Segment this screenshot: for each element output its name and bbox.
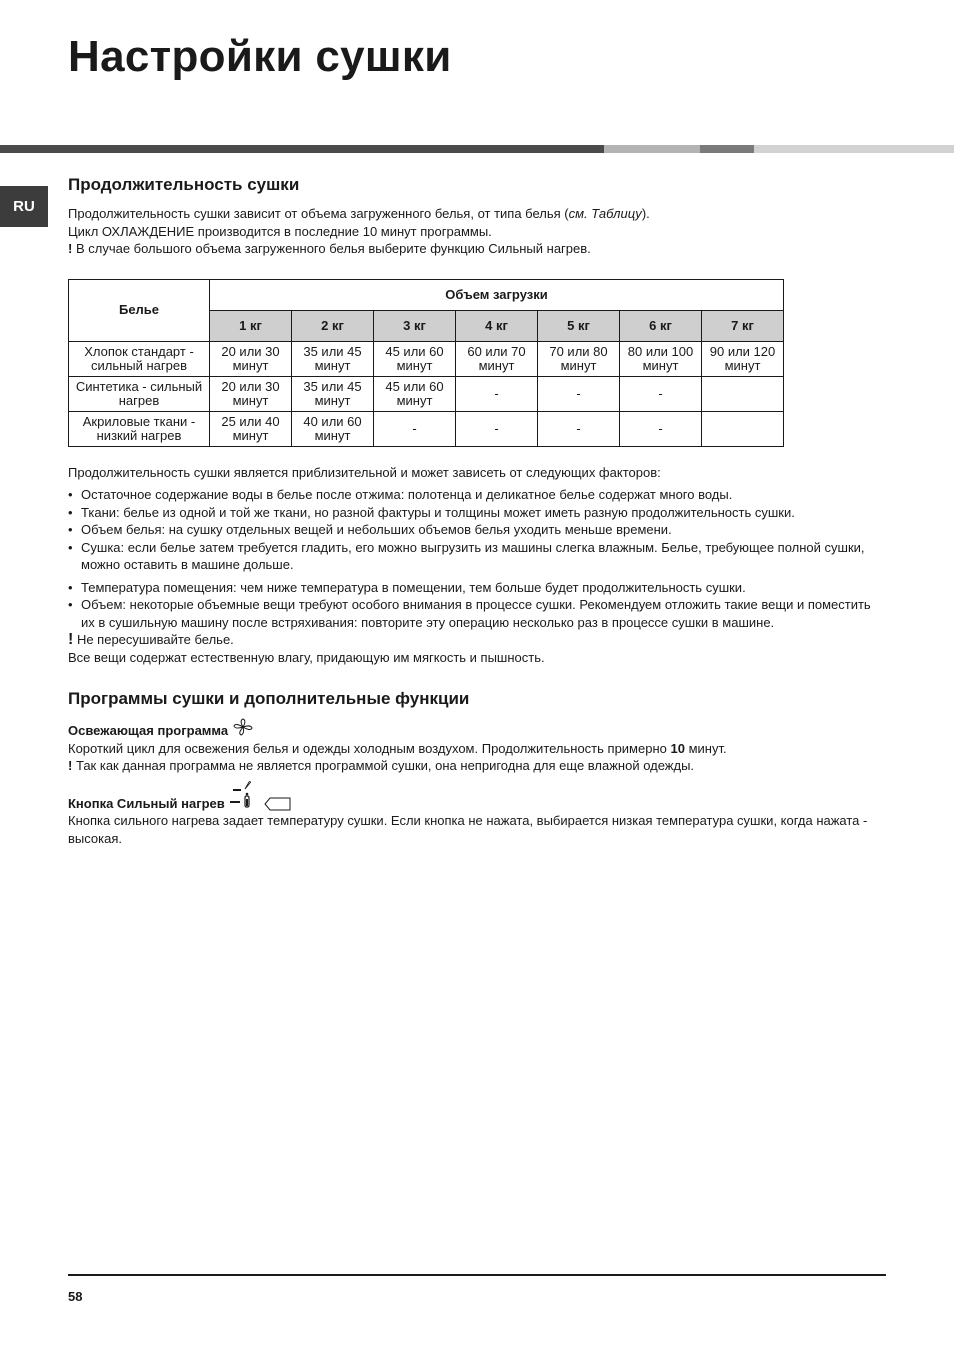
- refresh-program-note: ! Так как данная программа не является программой сушки, она непригодна для еще влажной одежды.: [68, 758, 695, 773]
- section-programs: [68, 689, 888, 847]
- table-cell: 70 или 80 минут: [538, 341, 620, 376]
- section-heading-duration: Продолжительность сушки: [68, 175, 300, 194]
- fan-icon: [232, 718, 254, 736]
- page-number: 58: [68, 1289, 83, 1304]
- col-header-kg: 7 кг: [702, 310, 784, 341]
- table-cell: 35 или 45 минут: [292, 376, 374, 411]
- exclamation-icon: !: [68, 631, 74, 648]
- header-rule: [0, 145, 954, 153]
- row-label: Акриловые ткани - низкий нагрев: [69, 411, 210, 446]
- row-label: Синтетика - сильный нагрев: [69, 376, 210, 411]
- table-cell: 20 или 30 минут: [210, 376, 292, 411]
- content: [68, 175, 888, 847]
- table-cell: 35 или 45 минут: [292, 341, 374, 376]
- col-header-kg: 5 кг: [538, 310, 620, 341]
- table-cell: 45 или 60 минут: [374, 376, 456, 411]
- table-row: [69, 341, 784, 376]
- high-heat-title: Кнопка Сильный нагрев: [68, 795, 888, 813]
- table-cell: [702, 411, 784, 446]
- exclamation-icon: !: [68, 241, 73, 256]
- intro-line-1: Продолжительность сушки зависит от объема загруженного белья, от типа белья (см. Таблицу).: [68, 206, 650, 221]
- col-header-load: Объем загрузки: [210, 279, 784, 310]
- table-cell: -: [456, 376, 538, 411]
- exclamation-icon: !: [68, 758, 73, 773]
- drying-time-table: [68, 279, 784, 447]
- row-label: Хлопок стандарт - сильный нагрев: [69, 341, 210, 376]
- note-overdry: ! Не пересушивайте белье.: [68, 631, 234, 648]
- table-cell: -: [620, 411, 702, 446]
- button-outline-icon: [264, 796, 292, 812]
- list-item: • Объем: некоторые объемные вещи требуют особого внимания в процессе сушки. Рекомендуем отложить такие вещи и поместить их в сушильную машину после встряхивания: повторите эту операцию несколько раз в процессе сушки в машине.: [68, 596, 888, 631]
- table-cell: -: [538, 411, 620, 446]
- table-row: [69, 411, 784, 446]
- list-item: • Сушка: если белье затем требуется гладить, его можно выгрузить из машины слегка влажным. Белье, требующее полной сушки, можно оставить в машине дольше.: [68, 539, 888, 574]
- table-cell: -: [456, 411, 538, 446]
- closing-text: Все вещи содержат естественную влагу, придающую им мягкость и пышность.: [68, 649, 545, 665]
- intro-line-2: Цикл ОХЛАЖДЕНИЕ производится в последние 10 минут программы.: [68, 223, 492, 239]
- col-header-kg: 4 кг: [456, 310, 538, 341]
- table-cell: -: [374, 411, 456, 446]
- table-cell: 20 или 30 минут: [210, 341, 292, 376]
- list-item: • Температура помещения: чем ниже температура в помещении, тем больше будет продолжительность сушки.: [68, 579, 888, 597]
- refresh-program-title: Освежающая программа: [68, 722, 888, 740]
- col-header-linen: Белье: [69, 279, 210, 341]
- table-cell: [702, 376, 784, 411]
- section-heading-programs: Программы сушки и дополнительные функции: [68, 689, 470, 708]
- table-cell: 25 или 40 минут: [210, 411, 292, 446]
- table-cell: 80 или 100 минут: [620, 341, 702, 376]
- table-cell: 90 или 120 минут: [702, 341, 784, 376]
- table-cell: 45 или 60 минут: [374, 341, 456, 376]
- footer-rule: [68, 1274, 886, 1276]
- col-header-kg: 2 кг: [292, 310, 374, 341]
- language-tab: RU: [0, 186, 48, 227]
- factors-intro: Продолжительность сушки является приблизительной и может зависеть от следующих факторов:: [68, 464, 661, 480]
- table-cell: 60 или 70 минут: [456, 341, 538, 376]
- table-cell: 40 или 60 минут: [292, 411, 374, 446]
- high-heat-text: Кнопка сильного нагрева задает температуру сушки. Если кнопка не нажата, выбирается низкая температура сушки, когда нажата - высокая.: [68, 813, 868, 846]
- note-heavy-load: ! В случае большого объема загруженного белья выберите функцию Сильный нагрев.: [68, 241, 591, 256]
- col-header-kg: 3 кг: [374, 310, 456, 341]
- list-item: • Ткани: белье из одной и той же ткани, но разной фактуры и толщины может иметь разную продолжительность сушки.: [68, 504, 888, 522]
- list-item: • Остаточное содержание воды в белье после отжима: полотенца и деликатное белье содержат много воды.: [68, 486, 888, 504]
- col-header-kg: 6 кг: [620, 310, 702, 341]
- list-item: • Объем белья: на сушку отдельных вещей и небольших объемов белья уходить меньше времени.: [68, 521, 888, 539]
- refresh-program-text: Короткий цикл для освежения белья и одежды холодным воздухом. Продолжительность примерно 10 минут.: [68, 740, 727, 756]
- col-header-kg: 1 кг: [210, 310, 292, 341]
- table-cell: -: [620, 376, 702, 411]
- factors-list: [68, 486, 888, 631]
- table-cell: -: [538, 376, 620, 411]
- page-title: Настройки сушки: [68, 32, 452, 81]
- heat-level-icon: [228, 778, 258, 812]
- table-row: [69, 376, 784, 411]
